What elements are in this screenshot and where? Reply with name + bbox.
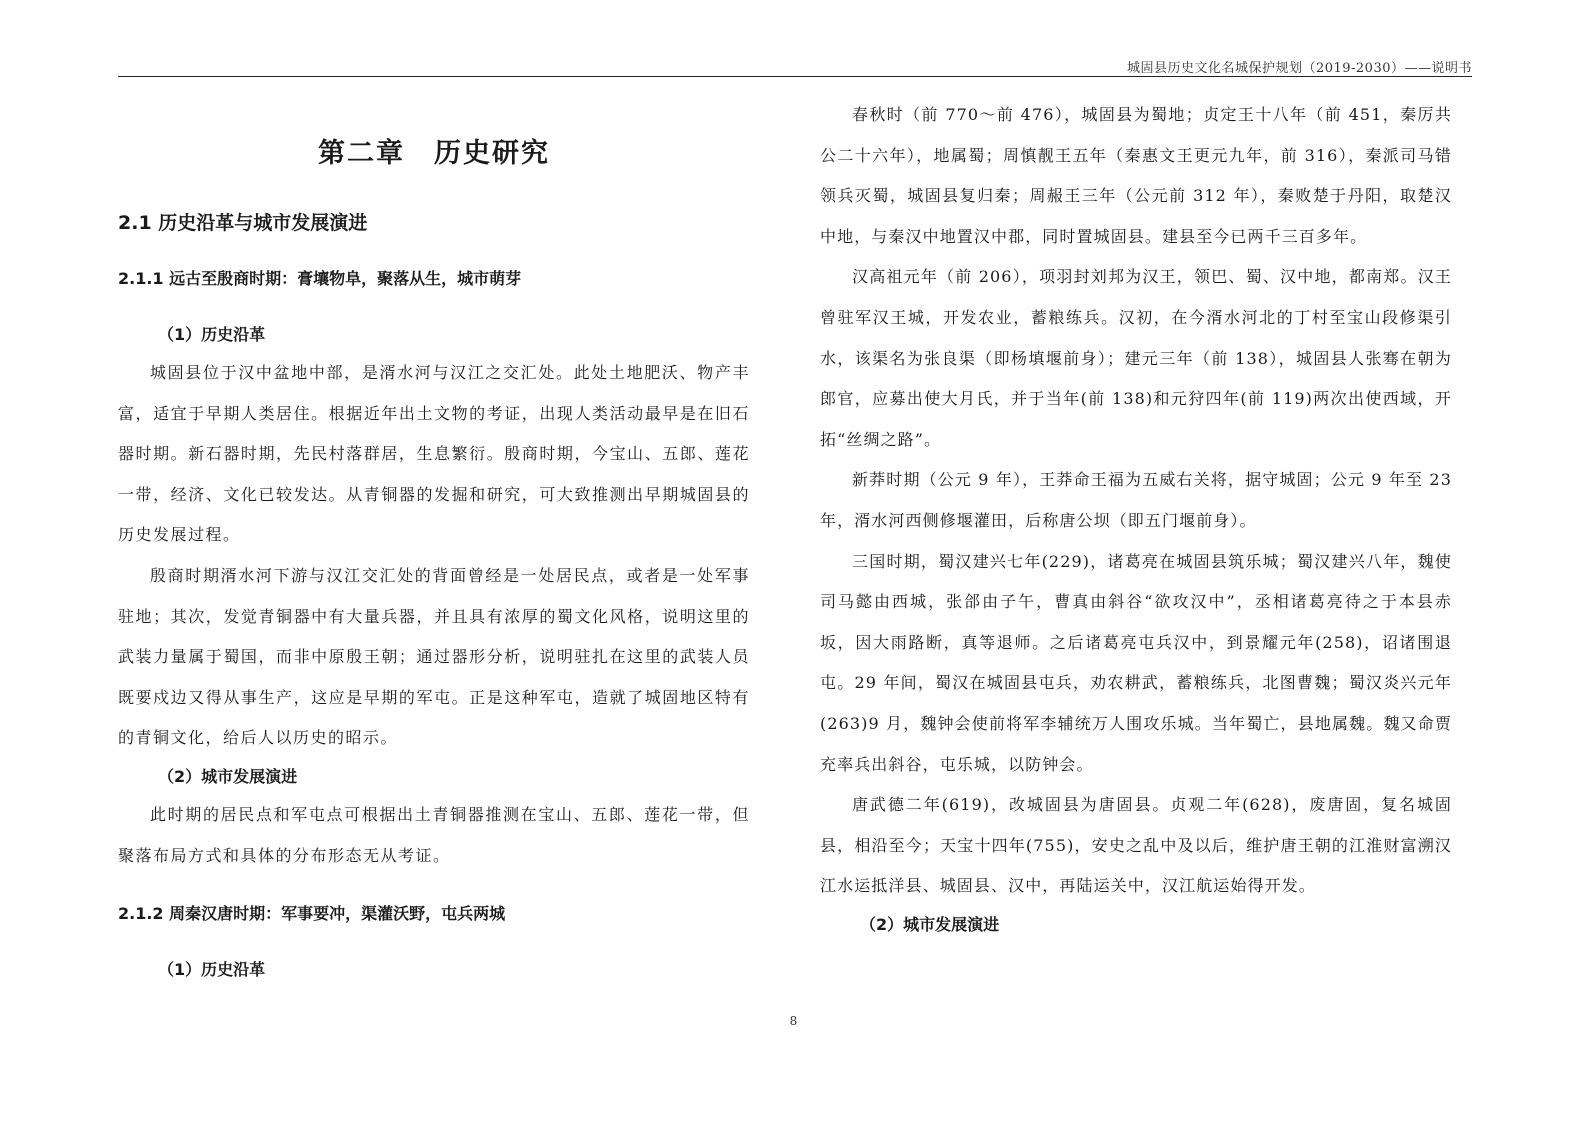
item-heading: （2）城市发展演进 — [158, 766, 298, 786]
paragraph: 三国时期，蜀汉建兴七年(229)，诸葛亮在城固县筑乐城；蜀汉建兴八年，魏使司马懿由西城，张郃由子午，曹真由斜谷“欲攻汉中”，丞相诸葛亮待之于本县赤坂，因大雨路断，真等退师。之后诸葛亮屯兵汉中，到景耀元年(258)，诏诸围退屯。29 年间，蜀汉在城固县屯兵，劝农耕武，蓄粮练兵，北图曹魏；蜀汉炎兴元年(263)9 月，魏钟会使前将军李辅统万人围攻乐城。当年蜀亡，县地属魏。魏又命贾充率兵出斜谷，屯乐城，以防钟会。 — [820, 551, 1452, 774]
subsection-title: 2.1.2 周秦汉唐时期：军事要冲，渠灌沃野，屯兵两城 — [118, 904, 506, 924]
paragraph: 此时期的居民点和军屯点可根据出土青铜器推测在宝山、五郎、莲花一带，但聚落布局方式和具体的分布形态无从考证。 — [118, 804, 750, 865]
paragraph: 唐武德二年(619)，改城固县为唐固县。贞观二年(628)，废唐固，复名城固县，相沿至今；天宝十四年(755)，安史之乱中及以后，维护唐王朝的江淮财富溯汉江水运抵洋县、城固县、汉中，再陆运关中，汉江航运始得开发。 — [820, 795, 1452, 896]
item-heading: （2）城市发展演进 — [860, 914, 1000, 934]
item-heading: （1）历史沿革 — [158, 960, 266, 980]
header-divider — [118, 76, 1472, 77]
chapter-title: 第二章 历史研究 — [318, 138, 550, 169]
paragraph: 城固县位于汉中盆地中部，是湑水河与汉江之交汇处。此处土地肥沃、物产丰富，适宜于早期人类居住。根据近年出土文物的考证，出现人类活动最早是在旧石器时期。新石器时期，先民村落群居，生息繁衍。殷商时期，今宝山、五郎、莲花一带，经济、文化已较发达。从青铜器的发掘和研究，可大致推测出早期城固县的历史发展过程。 — [118, 363, 750, 545]
section-title: 2.1 历史沿革与城市发展演进 — [118, 212, 368, 234]
paragraph: 汉高祖元年（前 206），项羽封刘邦为汉王，领巴、蜀、汉中地，都南郑。汉王曾驻军汉王城，开发农业，蓄粮练兵。汉初，在今湑水河北的丁村至宝山段修渠引水，该渠名为张良渠（即杨填堰前身）；建元三年（前 138），城固县人张骞在朝为郎官，应募出使大月氏，并于当年(前 138)和元狩四年(前 119)两次出使西域，开拓“丝绸之路”。 — [820, 267, 1452, 449]
paragraph: 新莽时期（公元 9 年），王莽命王福为五威右关将，据守城固；公元 9 年至 23 年，湑水河西侧修堰灌田，后称唐公坝（即五门堰前身）。 — [820, 470, 1452, 530]
subsection-title: 2.1.1 远古至殷商时期：膏壤物阜，聚落从生，城市萌芽 — [118, 269, 522, 288]
paragraph: 春秋时（前 770～前 476），城固县为蜀地；贞定王十八年（前 451，秦厉共公二十六年），地属蜀；周慎靓王五年（秦惠文王更元九年，前 316），秦派司马错领兵灭蜀，城固县复归秦；周赧王三年（公元前 312 年），秦败楚于丹阳，取楚汉中地，与秦汉中地置汉中郡，同时置城固县。建县至今已两千三百多年。 — [820, 105, 1452, 246]
right-column — [820, 95, 1452, 943]
paragraph: 殷商时期湑水河下游与汉江交汇处的背面曾经是一处居民点，或者是一处军事驻地；其次，发觉青铜器中有大量兵器，并且具有浓厚的蜀文化风格，说明这里的武装力量属于蜀国，而非中原殷王朝；通过器形分析，说明驻扎在这里的武装人员既要戍边又得从事生产，这应是早期的军屯。正是这种军屯，造就了城固地区特有的青铜文化，给后人以历史的昭示。 — [118, 565, 750, 748]
left-column — [118, 90, 750, 988]
document-title: 城固县历史文化名城保护规划（2019-2030）——说明书 — [1126, 61, 1472, 76]
page-number: 8 — [789, 1014, 798, 1028]
item-heading: （1）历史沿革 — [158, 325, 266, 344]
